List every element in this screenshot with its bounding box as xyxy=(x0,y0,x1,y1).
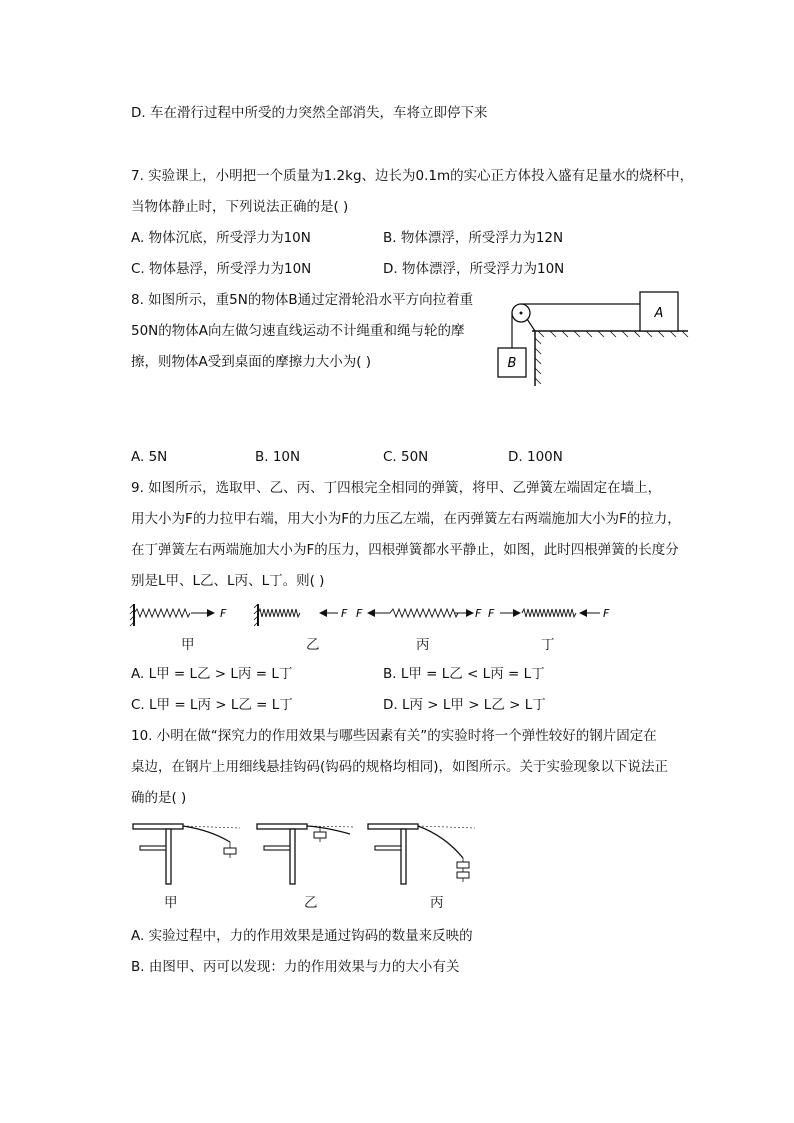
q9-option-a: A. L甲 = L乙 > L丙 = L丁 xyxy=(131,666,293,682)
q9-stem-line3: 在丁弹簧左右两端施加大小为F的压力，四根弹簧都水平静止，如图，此时四根弹簧的长度分 xyxy=(131,542,679,558)
q9-caption-ding: 丁 xyxy=(541,637,555,653)
q10-caption-jia: 甲 xyxy=(164,895,178,911)
q8-stem-line1: 8. 如图所示，重5N的物体B通过定滑轮沿水平方向拉着重 xyxy=(131,292,474,308)
q8-block-a-label: A xyxy=(654,306,664,321)
q9-stem-line2: 用大小为F的力拉甲右端，用大小为F的力压乙左端，在丙弹簧左右两端施加大小为F的拉力， xyxy=(131,511,681,527)
q8-pulley-diagram xyxy=(490,286,700,390)
q8-stem-line3: 擦，则物体A受到桌面的摩擦力大小为( ) xyxy=(131,354,372,370)
q10-stem-line2: 桌边，在钢片上用细线悬挂钩码(钩码的规格均相同)，如图所示。关于实验现象以下说法正 xyxy=(131,759,669,775)
q9-option-d: D. L丙 > L甲 > L乙 > L丁 xyxy=(383,697,546,713)
q6-option-d: D. 车在滑行过程中所受的力突然全部消失，车将立即停下来 xyxy=(131,105,488,121)
q7-option-d: D. 物体漂浮，所受浮力为10N xyxy=(383,261,565,277)
q9-force-label-ding-right: F xyxy=(603,607,610,620)
q10-option-a: A. 实验过程中，力的作用效果是通过钩码的数量来反映的 xyxy=(131,928,473,944)
q9-spring-bing xyxy=(356,607,482,620)
q10-steel-strip-diagram xyxy=(130,818,490,890)
q8-option-d: D. 100N xyxy=(508,449,563,465)
q9-caption-yi: 乙 xyxy=(306,637,320,653)
q10-figure-yi xyxy=(257,824,355,884)
q9-stem-line4: 别是L甲、L乙、L丙、L丁。则( ) xyxy=(131,573,325,589)
q9-force-label-yi: F xyxy=(341,607,348,620)
q7-option-c: C. 物体悬浮，所受浮力为10N xyxy=(131,261,312,277)
q10-option-b: B. 由图甲、丙可以发现：力的作用效果与力的大小有关 xyxy=(131,959,460,975)
q9-force-label-bing-right: F xyxy=(475,607,482,620)
q9-force-label-ding-left: F xyxy=(488,607,495,620)
q8-option-b: B. 10N xyxy=(255,449,301,465)
q8-block-b-label: B xyxy=(507,356,517,371)
q9-option-b: B. L甲 = L乙 < L丙 = L丁 xyxy=(383,666,545,682)
q10-figure-bing xyxy=(368,824,475,884)
q9-spring-yi xyxy=(254,604,348,626)
q9-caption-bing: 丙 xyxy=(416,637,430,653)
q10-stem-line1: 10. 小明在做“探究力的作用效果与哪些因素有关”的实验时将一个弹性较好的钢片固定在 xyxy=(131,728,657,744)
q8-option-a: A. 5N xyxy=(131,449,168,465)
q7-stem-line2: 当物体静止时，下列说法正确的是( ) xyxy=(131,199,349,215)
q9-caption-jia: 甲 xyxy=(181,637,195,653)
q8-option-c: C. 50N xyxy=(383,449,429,465)
q7-option-a: A. 物体沉底，所受浮力为10N xyxy=(131,230,311,246)
q7-option-b: B. 物体漂浮，所受浮力为12N xyxy=(383,230,564,246)
q9-spring-jia xyxy=(130,604,227,626)
q10-figure-jia xyxy=(133,824,240,884)
q10-stem-line3: 确的是( ) xyxy=(131,790,187,806)
q7-stem-line1: 7. 实验课上，小明把一个质量为1.2kg、边长为0.1m的实心正方体投入盛有足量水的烧杯中， xyxy=(131,168,694,184)
q10-caption-yi: 乙 xyxy=(304,895,318,911)
q8-stem-line2: 50N的物体A向左做匀速直线运动不计绳重和绳与轮的摩 xyxy=(131,323,465,339)
q9-option-c: C. L甲 = L丙 > L乙 = L丁 xyxy=(131,697,293,713)
q9-stem-line1: 9. 如图所示，选取甲、乙、丙、丁四根完全相同的弹簧，将甲、乙弹簧左端固定在墙上， xyxy=(131,480,662,496)
q10-caption-bing: 丙 xyxy=(430,895,444,911)
q9-force-label-jia: F xyxy=(220,607,227,620)
q9-spring-ding xyxy=(488,607,610,620)
q9-force-label-bing-left: F xyxy=(356,607,363,620)
q9-springs-diagram xyxy=(128,600,628,630)
